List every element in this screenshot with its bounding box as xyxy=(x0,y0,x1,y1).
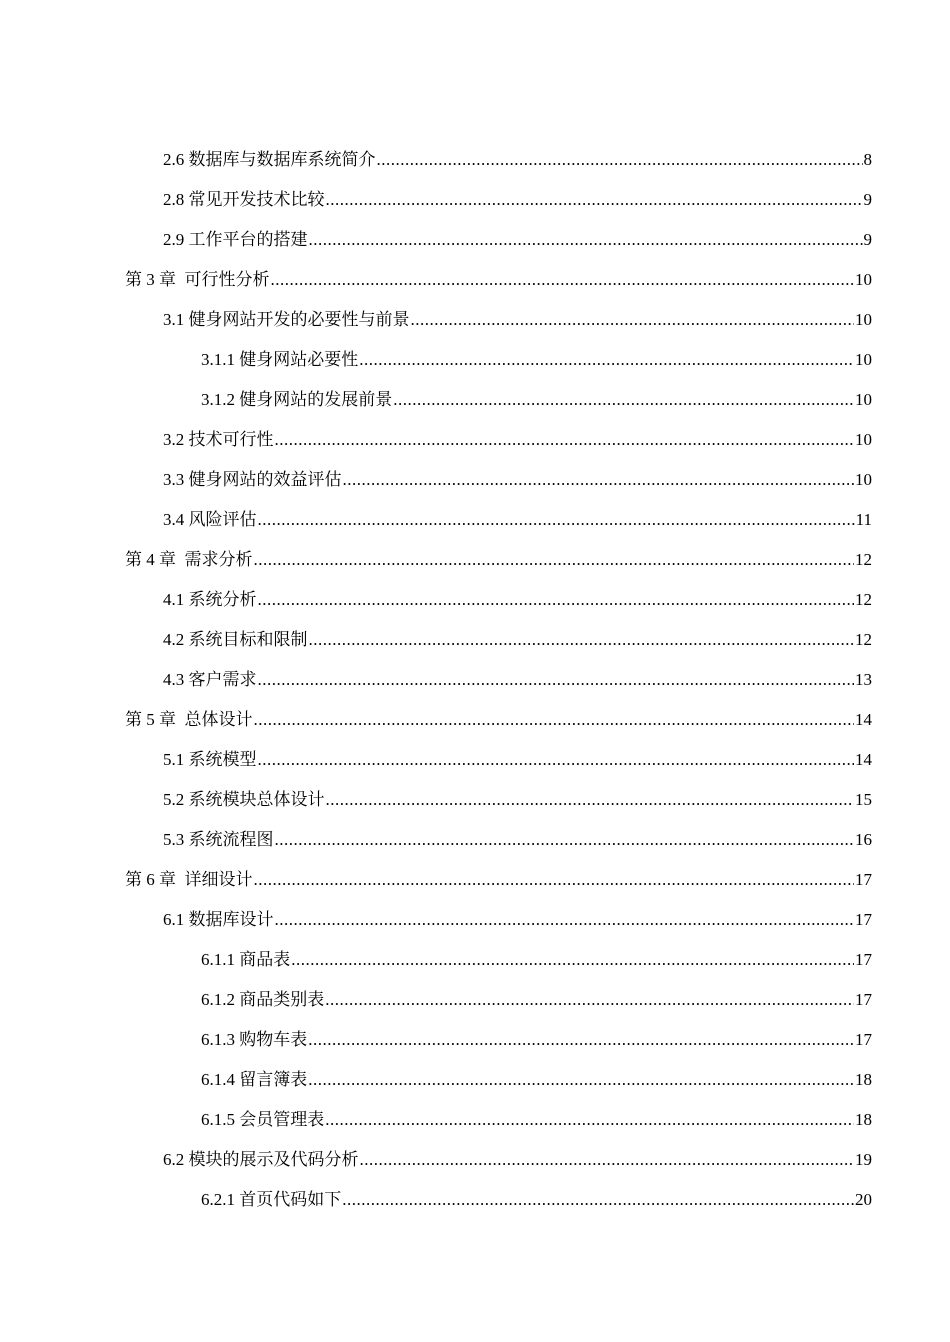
toc-page-number: 17 xyxy=(855,1030,872,1049)
toc-entry[interactable] xyxy=(0,380,950,420)
toc-page-number: 13 xyxy=(855,670,872,689)
toc-entry-line xyxy=(163,220,950,260)
toc-entry-line xyxy=(201,980,950,1020)
toc-entry-line xyxy=(163,820,950,860)
toc-dot-leader xyxy=(254,700,855,740)
toc-entry-line xyxy=(163,740,950,780)
toc-entry-line xyxy=(163,180,950,220)
toc-page-number: 12 xyxy=(855,630,872,649)
toc-dot-leader xyxy=(254,540,855,580)
toc-entry-line xyxy=(163,300,950,340)
toc-dot-leader xyxy=(411,300,855,340)
toc-entry[interactable] xyxy=(0,460,950,500)
toc-entry-line xyxy=(201,1060,950,1100)
toc-page-number: 19 xyxy=(855,1150,872,1169)
toc-entry[interactable] xyxy=(0,660,950,700)
toc-entry-title: 第 3 章 可行性分析 xyxy=(125,270,270,289)
toc-entry-title: 第 5 章 总体设计 xyxy=(125,710,253,729)
toc-entry-title: 4.2 系统目标和限制 xyxy=(163,630,308,649)
toc-entry[interactable] xyxy=(0,820,950,860)
toc-entry-line xyxy=(163,580,950,620)
toc-entry[interactable] xyxy=(0,180,950,220)
toc-entry-title: 3.2 技术可行性 xyxy=(163,430,274,449)
toc-dot-leader xyxy=(308,1060,854,1100)
toc-entry-line xyxy=(163,900,950,940)
toc-entry[interactable] xyxy=(0,900,950,940)
toc-entry[interactable] xyxy=(0,540,950,580)
toc-dot-leader xyxy=(325,1100,854,1140)
toc-dot-leader xyxy=(254,860,855,900)
toc-entry-line xyxy=(201,940,950,980)
toc-entry-line xyxy=(125,260,950,300)
toc-entry-title: 4.3 客户需求 xyxy=(163,670,257,689)
toc-page-number: 17 xyxy=(855,950,872,969)
toc-entry[interactable] xyxy=(0,340,950,380)
toc-entry-title: 5.2 系统模块总体设计 xyxy=(163,790,325,809)
toc-page-number: 10 xyxy=(855,390,872,409)
toc-entry[interactable] xyxy=(0,300,950,340)
toc-entry-line xyxy=(163,460,950,500)
toc-entry-line xyxy=(201,340,950,380)
toc-entry-title: 第 4 章 需求分析 xyxy=(125,550,253,569)
toc-entry-title: 6.2 模块的展示及代码分析 xyxy=(163,1150,359,1169)
toc-entry-title: 3.1.2 健身网站的发展前景 xyxy=(201,390,393,409)
toc-page-number: 10 xyxy=(855,310,872,329)
toc-page-number: 10 xyxy=(855,350,872,369)
toc-dot-leader xyxy=(275,900,855,940)
toc-page-number: 10 xyxy=(855,430,872,449)
toc-entry-title: 6.1.1 商品表 xyxy=(201,950,291,969)
toc-entry[interactable] xyxy=(0,220,950,260)
toc-page-number: 17 xyxy=(855,910,872,929)
toc-page-number: 14 xyxy=(855,750,872,769)
toc-entry-title: 5.3 系统流程图 xyxy=(163,830,274,849)
toc-entry[interactable] xyxy=(0,700,950,740)
toc-entry-line xyxy=(163,780,950,820)
toc-page-number: 17 xyxy=(855,990,872,1009)
toc-dot-leader xyxy=(377,140,863,180)
toc-entry-line xyxy=(163,620,950,660)
toc-entry-line xyxy=(163,500,950,540)
toc-entry[interactable] xyxy=(0,1180,950,1220)
toc-entry-line xyxy=(163,420,950,460)
toc-page-number: 9 xyxy=(863,190,872,209)
toc-dot-leader xyxy=(309,220,863,260)
toc-entry-title: 2.6 数据库与数据库系统简介 xyxy=(163,150,376,169)
toc-entry[interactable] xyxy=(0,620,950,660)
toc-dot-leader xyxy=(258,740,855,780)
toc-entry[interactable] xyxy=(0,580,950,620)
toc-page-number: 12 xyxy=(855,590,872,609)
toc-page-number: 16 xyxy=(855,830,872,849)
toc-page-number: 18 xyxy=(855,1110,872,1129)
toc-entry-line xyxy=(201,1020,950,1060)
toc-entry-title: 3.3 健身网站的效益评估 xyxy=(163,470,342,489)
toc-dot-leader xyxy=(325,980,854,1020)
toc-entry-title: 6.1.4 留言簿表 xyxy=(201,1070,308,1089)
toc-entry-line xyxy=(201,380,950,420)
toc-entry[interactable] xyxy=(0,940,950,980)
toc-entry-line xyxy=(163,660,950,700)
toc-page-number: 14 xyxy=(855,710,872,729)
toc-page-number: 20 xyxy=(855,1190,872,1209)
toc-dot-leader xyxy=(258,500,855,540)
toc-page-number: 15 xyxy=(855,790,872,809)
toc-entry-title: 5.1 系统模型 xyxy=(163,750,257,769)
toc-dot-leader xyxy=(275,420,855,460)
toc-entry-line xyxy=(201,1180,950,1220)
toc-entry[interactable] xyxy=(0,980,950,1020)
toc-entry-line xyxy=(125,700,950,740)
toc-dot-leader xyxy=(342,1180,854,1220)
toc-entry[interactable] xyxy=(0,420,950,460)
toc-entry[interactable] xyxy=(0,1100,950,1140)
toc-entry[interactable] xyxy=(0,1140,950,1180)
toc-page-number: 17 xyxy=(855,870,872,889)
toc-dot-leader xyxy=(258,580,855,620)
toc-page-number: 10 xyxy=(855,470,872,489)
toc-dot-leader xyxy=(291,940,854,980)
toc-dot-leader xyxy=(308,1020,854,1060)
toc-entry-title: 6.1 数据库设计 xyxy=(163,910,274,929)
toc-dot-leader xyxy=(326,780,855,820)
toc-entry[interactable] xyxy=(0,140,950,180)
toc-entry-line xyxy=(201,1100,950,1140)
toc-entry-title: 第 6 章 详细设计 xyxy=(125,870,253,889)
toc-page-number: 11 xyxy=(855,510,872,529)
toc-dot-leader xyxy=(359,340,854,380)
toc-entry[interactable] xyxy=(0,260,950,300)
toc-entry-line xyxy=(125,540,950,580)
toc-entry[interactable] xyxy=(0,740,950,780)
toc-page-number: 10 xyxy=(855,270,872,289)
toc-dot-leader xyxy=(393,380,854,420)
toc-dot-leader xyxy=(258,660,855,700)
toc-page-number: 18 xyxy=(855,1070,872,1089)
toc-page-number: 9 xyxy=(863,230,872,249)
toc-entry[interactable] xyxy=(0,780,950,820)
toc-entry[interactable] xyxy=(0,1060,950,1100)
toc-page-number: 8 xyxy=(863,150,872,169)
toc-entry-title: 6.2.1 首页代码如下 xyxy=(201,1190,342,1209)
table-of-contents xyxy=(0,140,950,1220)
toc-entry-title: 6.1.3 购物车表 xyxy=(201,1030,308,1049)
toc-entry-title: 4.1 系统分析 xyxy=(163,590,257,609)
toc-entry[interactable] xyxy=(0,500,950,540)
toc-dot-leader xyxy=(309,620,855,660)
toc-entry-title: 3.1 健身网站开发的必要性与前景 xyxy=(163,310,410,329)
toc-entry-line xyxy=(125,860,950,900)
toc-entry[interactable] xyxy=(0,1020,950,1060)
toc-dot-leader xyxy=(360,1140,855,1180)
toc-page-number: 12 xyxy=(855,550,872,569)
toc-entry-title: 3.4 风险评估 xyxy=(163,510,257,529)
toc-entry-line xyxy=(163,1140,950,1180)
toc-entry-line xyxy=(163,140,950,180)
toc-dot-leader xyxy=(271,260,855,300)
toc-entry[interactable] xyxy=(0,860,950,900)
toc-dot-leader xyxy=(343,460,855,500)
toc-entry-title: 6.1.2 商品类别表 xyxy=(201,990,325,1009)
toc-entry-title: 6.1.5 会员管理表 xyxy=(201,1110,325,1129)
toc-entry-title: 2.9 工作平台的搭建 xyxy=(163,230,308,249)
toc-entry-title: 3.1.1 健身网站必要性 xyxy=(201,350,359,369)
toc-dot-leader xyxy=(326,180,863,220)
toc-entry-title: 2.8 常见开发技术比较 xyxy=(163,190,325,209)
toc-dot-leader xyxy=(275,820,855,860)
